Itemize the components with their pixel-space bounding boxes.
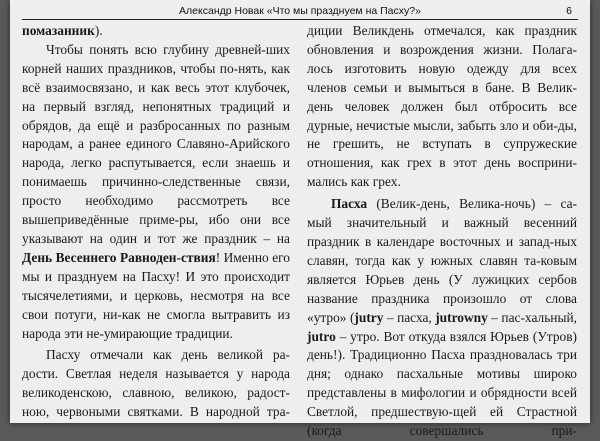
bold-term: Пасха <box>331 196 368 212</box>
bold-term: помазанник <box>22 23 95 38</box>
page-number: 6 <box>566 5 572 17</box>
book-title: Александр Новак «Что мы празднуем на Пасху?» <box>179 5 421 17</box>
bold-term: jutry <box>354 309 384 325</box>
paragraph-continuation: диции Великдень отмечался, как праздник обновления и возрождения жизни. Полага-лось изготовить новую одежду для всех членов семьи и вымыться в бане. В Велик-день человек должен был отбросить все дурные, нечистые мысли, забыть зло и оби-ды, не грешить, не вступать в супружеские отношения, как грех в этот день восприни-мались как грех. <box>307 23 577 190</box>
left-column <box>22 22 290 422</box>
bold-term: jutro <box>307 328 336 344</box>
running-header <box>22 3 578 20</box>
paragraph-continuation: помазанник). <box>22 23 103 38</box>
paragraph: Пасху отмечали как день великой ра-дости. Светлая неделя называется у народа великоденскою, славною, великою, радост-ною, червоными святками. В народной тра- <box>22 347 290 420</box>
paragraph: Чтобы понять всю глубину древней-ших корней наших праздников, чтобы по-нять, как всё взаимосвязано, и как весь этот клубочек, на первый взгляд, непонятных традиций и обрядов, да ещё и разбросанных по разным народам, а ранее единого Славяно-Арийского народа, легко распутывается, если знаешь и понимаешь причинно-следственные связи, просто необходимо рассмотреть все вышеприведённые приме-ры, ибо они все указывают на один и тот же праздник – на День Весеннего Равноден-ствия! Именно его мы и празднуем на Пасху! И это происходит тысячелетиями, и церковь, несмотря на все свои потуги, ни-как не смогла вытравить из народа эти не-умирающие традиции. <box>22 41 290 341</box>
bold-term: День Весеннего Равноден-ствия <box>22 249 216 265</box>
right-column <box>307 22 577 441</box>
book-page <box>10 0 590 439</box>
bold-term: jutrowny <box>435 309 488 325</box>
paragraph: Пасха (Велик-день, Велика-ночь) – са-мый значительный и важный весенний праздник в календаре восточных и запад-ных славян, тогда как у южных славян та-ковым является Юрьев день (У лужицких сербов название праздника произошло от слова «утро» (jutry – пасха, jutrowny – пас-хальный, jutro – утро. Вот откуда взялся Юрьев (Утров) день!). Традиционно Пасха праздновалась три дня; однако пасхальные мотивы широко представлены в мифологии и обрядности всей Светлой, предшествую-щей ей Страстной (когда совершались при- <box>307 196 577 439</box>
